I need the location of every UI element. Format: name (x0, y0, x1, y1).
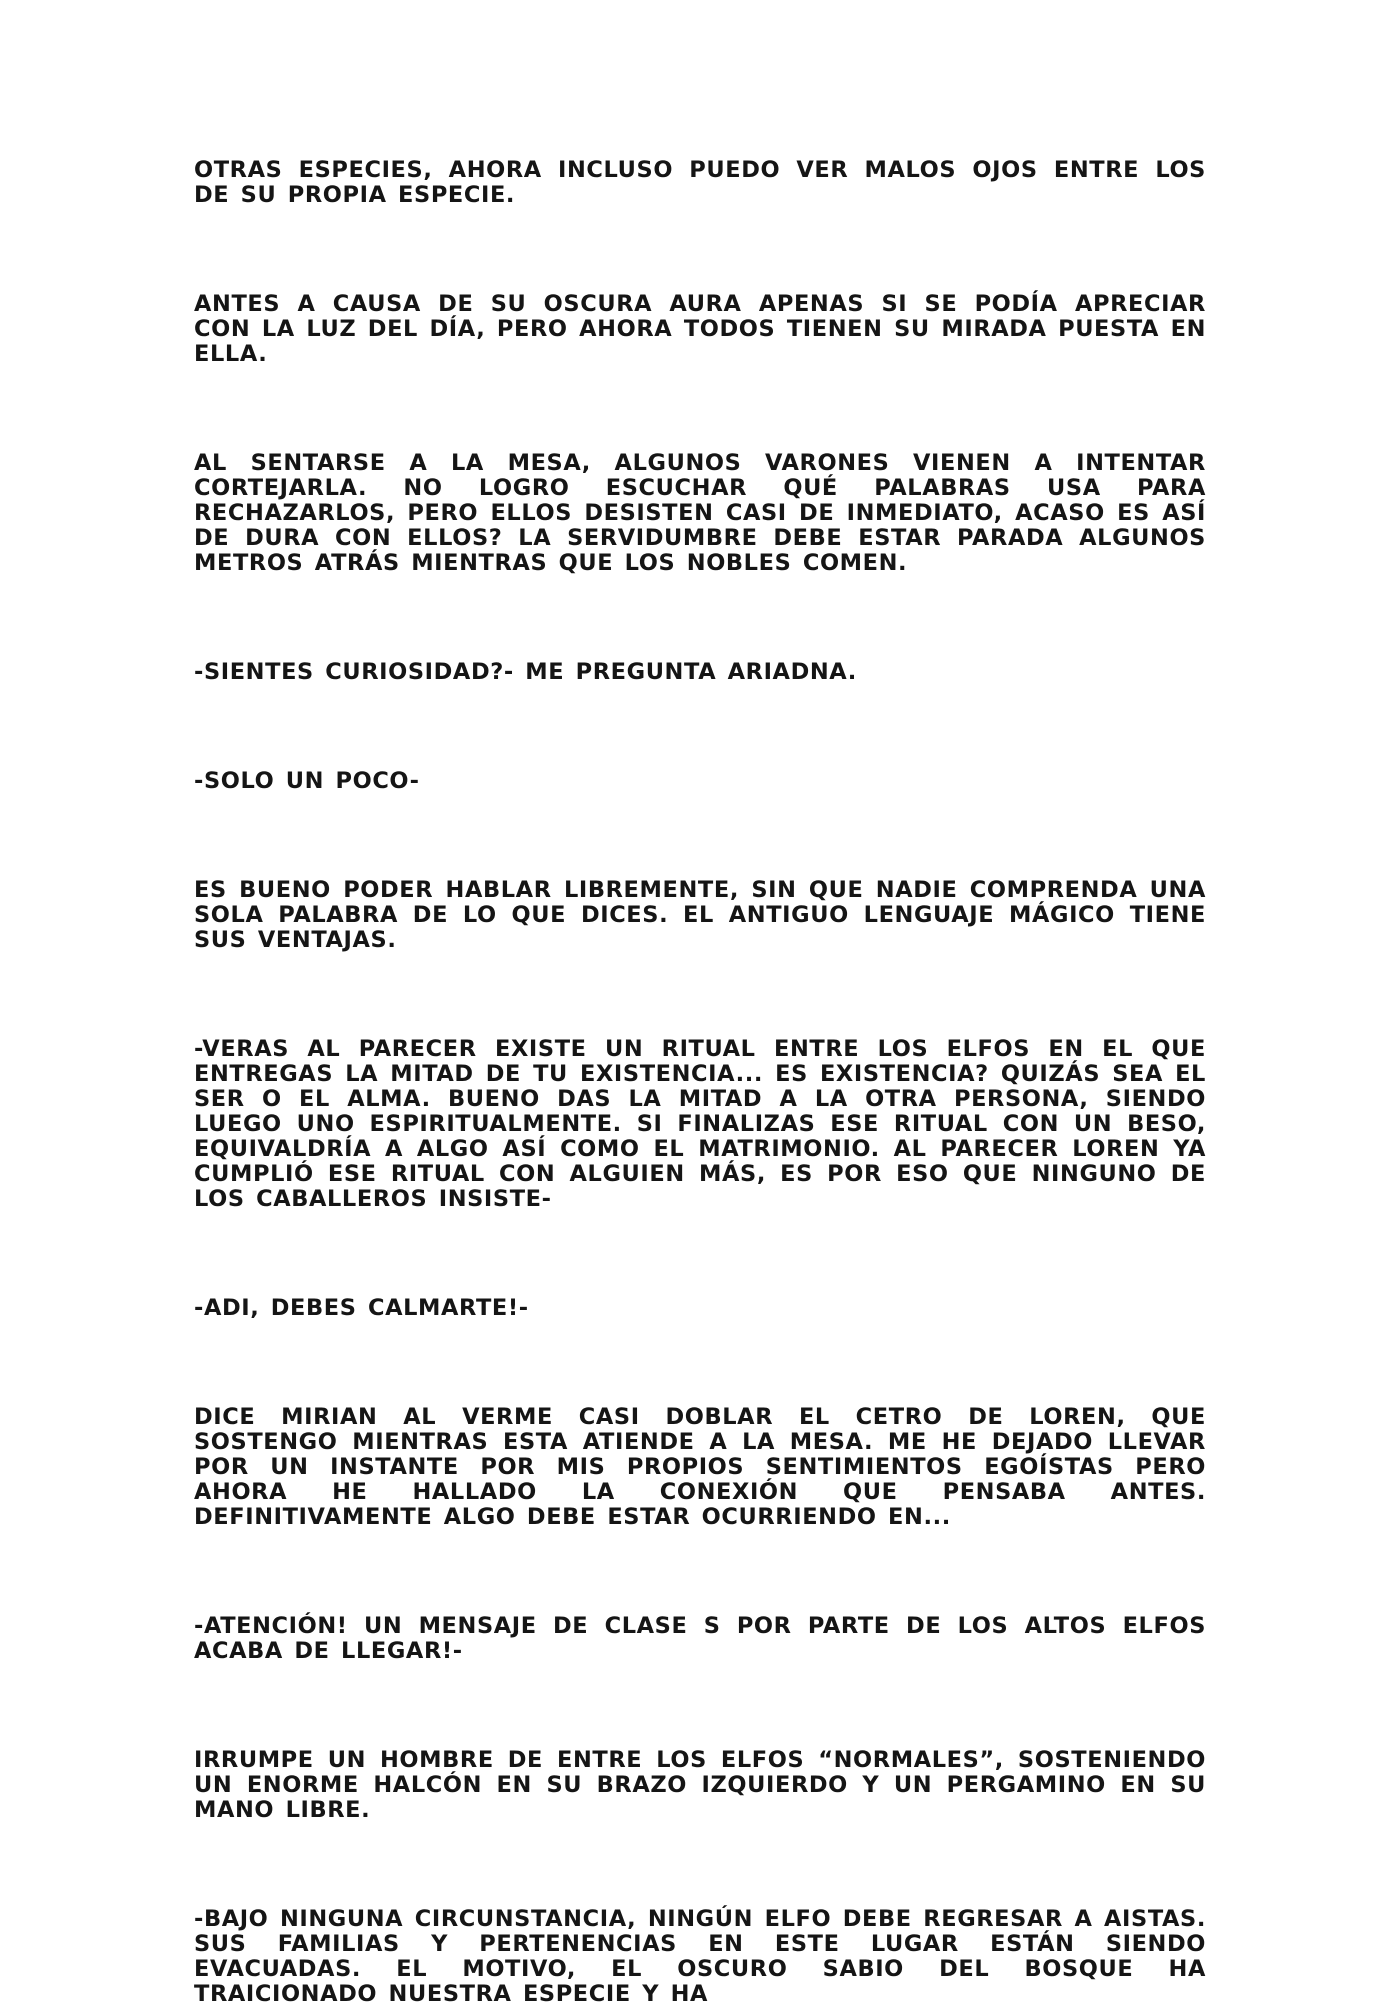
paragraph-5: -SOLO UN POCO- (194, 768, 420, 794)
paragraph-6: ES BUENO PODER HABLAR LIBREMENTE, SIN QUE NADIE COMPRENDA UNA SOLA PALABRA DE LO QUE DICES. EL ANTIGUO LENGUAJE MÁGICO TIENE SUS VENTAJAS. (194, 877, 1206, 953)
paragraph-9: DICE MIRIAN AL VERME CASI DOBLAR EL CETRO DE LOREN, QUE SOSTENGO MIENTRAS ESTA ATIENDE A LA MESA. ME HE DEJADO LLEVAR POR UN INSTANTE POR MIS PROPIOS SENTIMIENTOS EGOÍSTAS PERO AHORA HE HALLADO LA CONEXIÓN QUE PENSABA ANTES. DEFINITIVAMENTE ALGO DEBE ESTAR OCURRIENDO EN... (194, 1404, 1206, 1530)
paragraph-2: ANTES A CAUSA DE SU OSCURA AURA APENAS SI SE PODÍA APRECIAR CON LA LUZ DEL DÍA, PERO AHORA TODOS TIENEN SU MIRADA PUESTA EN ELLA. (194, 291, 1206, 367)
paragraph-3: AL SENTARSE A LA MESA, ALGUNOS VARONES VIENEN A INTENTAR CORTEJARLA. NO LOGRO ESCUCHAR QUÉ PALABRAS USA PARA RECHAZARLOS, PERO ELLOS DESISTEN CASI DE INMEDIATO, ACASO ES ASÍ DE DURA CON ELLOS? LA SERVIDUMBRE DEBE ESTAR PARADA ALGUNOS METROS ATRÁS MIENTRAS QUE LOS NOBLES COMEN. (194, 450, 1206, 576)
paragraph-12: -BAJO NINGUNA CIRCUNSTANCIA, NINGÚN ELFO DEBE REGRESAR A AISTAS. SUS FAMILIAS Y PERTENENCIAS EN ESTE LUGAR ESTÁN SIENDO EVACUADAS. EL MOTIVO, EL OSCURO SABIO DEL BOSQUE HA TRAICIONADO NUESTRA ESPECIE Y HA (194, 1906, 1206, 2007)
text-column (194, 158, 1206, 2007)
paragraph-11: IRRUMPE UN HOMBRE DE ENTRE LOS ELFOS “NORMALES”, SOSTENIENDO UN ENORME HALCÓN EN SU BRAZO IZQUIERDO Y UN PERGAMINO EN SU MANO LIBRE. (194, 1747, 1206, 1823)
paragraph-8: -ADI, DEBES CALMARTE!- (194, 1295, 529, 1321)
paragraph-4: -SIENTES CURIOSIDAD?- ME PREGUNTA ARIADNA. (194, 659, 857, 685)
paragraph-1: OTRAS ESPECIES, AHORA INCLUSO PUEDO VER MALOS OJOS ENTRE LOS DE SU PROPIA ESPECIE. (194, 157, 1206, 208)
paragraph-7: -VERAS AL PARECER EXISTE UN RITUAL ENTRE LOS ELFOS EN EL QUE ENTREGAS LA MITAD DE TU EXISTENCIA... ES EXISTENCIA? QUIZÁS SEA EL SER O EL ALMA. BUENO DAS LA MITAD A LA OTRA PERSONA, SIENDO LUEGO UNO ESPIRITUALMENTE. SI FINALIZAS ESE RITUAL CON UN BESO, EQUIVALDRÍA A ALGO ASÍ COMO EL MATRIMONIO. AL PARECER LOREN YA CUMPLIÓ ESE RITUAL CON ALGUIEN MÁS, ES POR ESO QUE NINGUNO DE LOS CABALLEROS INSISTE- (194, 1036, 1206, 1212)
paragraph-10: -ATENCIÓN! UN MENSAJE DE CLASE S POR PARTE DE LOS ALTOS ELFOS ACABA DE LLEGAR!- (194, 1613, 1206, 1664)
